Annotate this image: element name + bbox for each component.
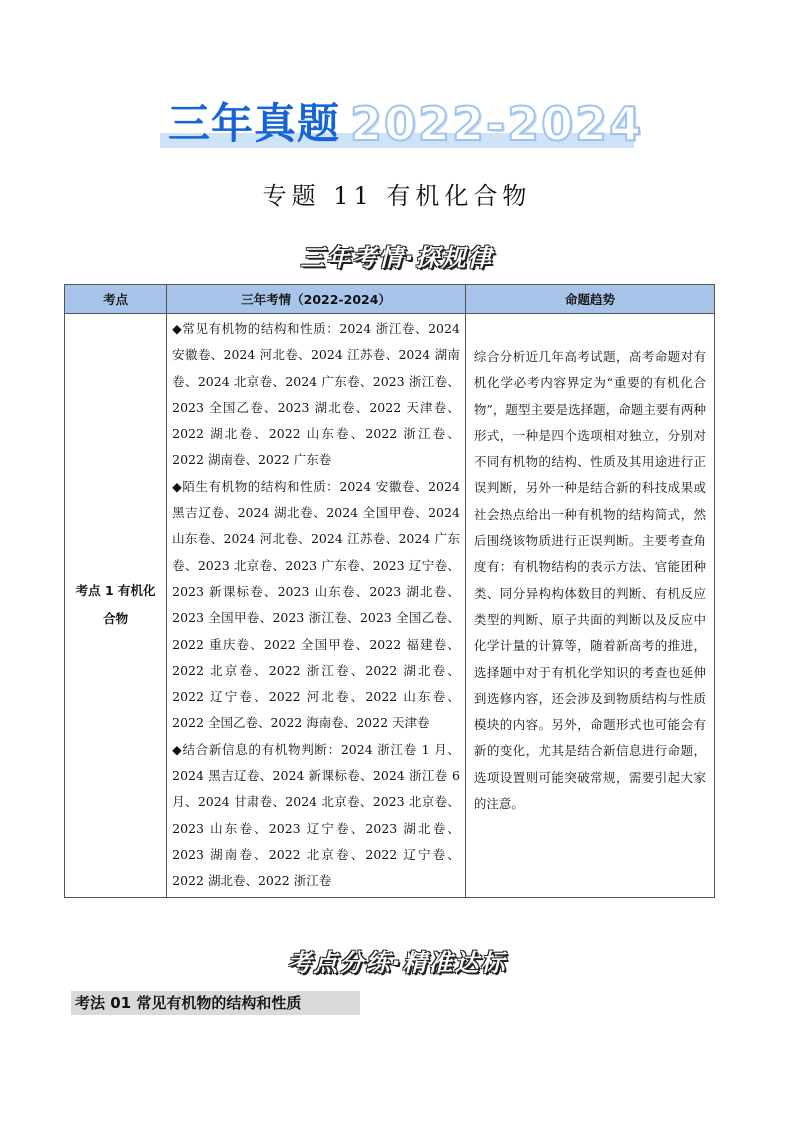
header-trend: 命题趋势: [465, 285, 714, 314]
trend-text: 综合分析近几年高考试题，高考命题对有机化学必考内容界定为“重要的有机化合物”，题型主要是选择题，命题主要有两种形式，一种是四个选项相对独立，分别对不同有机物的结构、性质及其用途进行正误判断，另外一种是结合新的科技成果或社会热点给出一种有机物的结构简式，然后围绕该物质进行正误判断。主要考查角度有：有机物结构的表示方法、官能团种类、同分异构构体数目的判断、有机反应类型的判断、原子共面的判断以及反应中化学计量的计算等，随着新高考的推进，选择题中对于有机化学知识的考查也延伸到选修内容，还会涉及到物质结构与性质模块的内容。另外，命题形式也可能会有新的变化，尤其是结合新信息进行命题，选项设置则可能突破常规，需要引起大家的注意。: [473, 349, 706, 812]
table-header-row: [65, 285, 715, 314]
section-heading-trends: 三年考情·探规律: [300, 244, 494, 272]
bullet-unfamiliar-organics: ◆陌生有机物的结构和性质：2024 安徽卷、2024 黑吉辽卷、2024 湖北卷、2024 全国甲卷、2024 山东卷、2024 河北卷、2024 江苏卷、2024 广东卷、2023 北京卷、2023 广东卷、2023 辽宁卷、2023 新课标卷、2023 山东卷、2023 湖北卷、2023 全国甲卷、2023 浙江卷、2023 全国乙卷、2022 重庆卷、2022 全国甲卷、2022 福建卷、2022 北京卷、2022 浙江卷、2022 湖北卷、2022 辽宁卷、2022 河北卷、2022 山东卷、2022 全国乙卷、2022 海南卷、2022 天津卷: [172, 478, 460, 731]
section-heading-practice: 考点分练·精准达标: [287, 949, 507, 977]
title-banner: [0, 96, 794, 158]
bullet-common-organics: ◆常见有机物的结构和性质：2024 浙江卷、2024 安徽卷、2024 河北卷、2024 江苏卷、2024 湖南卷、2024 北京卷、2024 广东卷、2023 浙江卷、2023 全国乙卷、2023 湖北卷、2022 天津卷、2022 湖北卷、2022 山东卷、2022 浙江卷、2022 湖南卷、2022 广东卷: [172, 321, 460, 468]
exam-analysis-table: [64, 284, 715, 898]
topic-subtitle: 专题 11 有机化合物: [262, 182, 532, 210]
exam-history-cell: [167, 314, 466, 898]
topic-label: 考点 1 有机化合物: [75, 583, 156, 627]
table-row: [65, 314, 715, 898]
bullet-new-information: ◆结合新信息的有机物判断：2024 浙江卷 1 月、2024 黑吉辽卷、2024 新课标卷、2024 浙江卷 6 月、2024 甘肃卷、2024 北京卷、2023 北京卷、2023 山东卷、2023 辽宁卷、2023 湖北卷、2023 湖南卷、2022 北京卷、2022 辽宁卷、2022 湖北卷、2022 浙江卷: [172, 741, 460, 889]
method-heading: 考法 01 常见有机物的结构和性质: [71, 991, 360, 1015]
banner-title: 三年真题: [168, 99, 341, 148]
header-exam-history: 三年考情（2022-2024）: [167, 285, 466, 314]
topic-cell: [65, 314, 167, 898]
header-topic: 考点: [65, 285, 167, 314]
banner-years: 2022-2024: [350, 97, 644, 151]
trend-cell: [465, 314, 714, 898]
